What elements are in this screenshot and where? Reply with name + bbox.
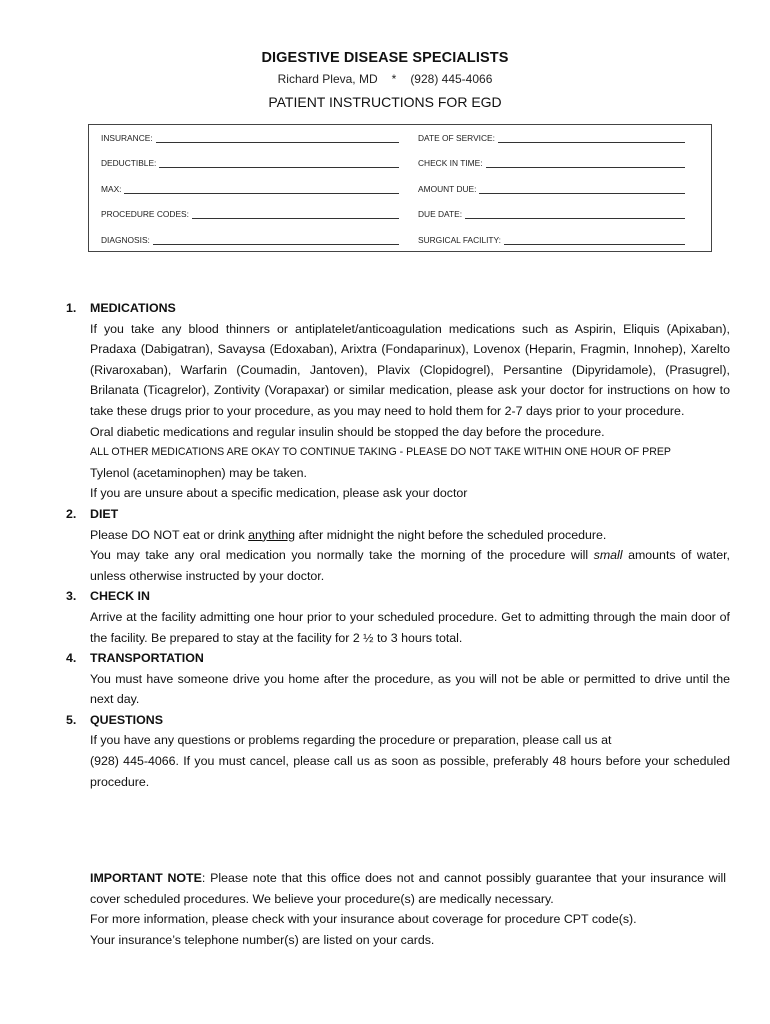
section-number: 5. [66,712,77,727]
transportation-text: You must have someone drive you home after the procedure, as you will not be able or permitted to drive until the next day. [90,671,730,707]
amount-due-field[interactable] [418,184,685,194]
phone-number: (928) 445-4066 [410,72,493,86]
section-number: 2. [66,506,77,521]
check-in-time-field[interactable] [418,158,685,168]
insurance-phone-text: Your insurance’s telephone number(s) are listed on your cards. [90,932,435,947]
procedure-codes-label: PROCEDURE CODES: [101,209,189,219]
deductible-field[interactable] [101,158,399,168]
diet-emphasis: anything [248,527,296,542]
diet-emphasis: small [593,548,623,563]
billing-form-box [88,124,712,252]
section-transportation [66,648,730,710]
insurance-coverage-text: For more information, please check with your insurance about coverage for procedure CPT code(s). [90,912,637,927]
section-number: 3. [66,589,77,604]
important-note-paragraph [90,868,726,909]
instructions-list [66,298,730,792]
due-date-line [465,210,685,219]
section-title: QUESTIONS [90,712,163,727]
check-in-text: Arrive at the facility admitting one hour prior to your scheduled procedure. Get to admitting through the main door of the facility. Be prepared to stay at the facility for 2 ½ to 3 hours total. [90,609,730,645]
date-of-service-line [498,134,685,143]
section-number: 4. [66,651,77,666]
max-line [124,185,399,194]
procedure-codes-line [192,210,399,219]
diet-text-part: Please DO NOT eat or drink [90,527,249,542]
deductible-line [159,159,399,168]
contact-line [0,72,770,86]
date-of-service-field[interactable] [418,133,685,143]
max-field[interactable] [101,184,399,194]
other-medications-notice: ALL OTHER MEDICATIONS ARE OKAY TO CONTINUE TAKING - PLEASE DO NOT TAKE WITHIN ONE HOUR OF PREP [90,446,671,459]
check-in-time-line [486,159,685,168]
doctor-name: Richard Pleva, MD [277,72,378,86]
surgical-facility-field[interactable] [418,235,685,245]
unsure-medication-text: If you are unsure about a specific medication, please ask your doctor [90,486,468,501]
procedure-codes-field[interactable] [101,209,399,219]
important-note [90,868,726,950]
diagnosis-line [153,236,399,245]
due-date-label: DUE DATE: [418,209,463,219]
amount-due-line [479,185,685,194]
separator: * [391,72,397,86]
section-title: DIET [90,506,119,521]
diagnosis-label: DIAGNOSIS: [101,235,150,245]
max-label: MAX: [101,184,122,194]
insurance-label: INSURANCE: [101,133,153,143]
medications-paragraph: If you take any blood thinners or antiplatelet/anticoagulation medications such as Aspirin, Eliquis (Apixaban), Pradaxa (Dabigatran), Savaysa (Edoxaban), Arixtra (Fondaparinux), Lovenox (Heparin, Fragmin, Innohep), Xarelto (Rivaroxaban), Warfarin (Coumadin, Jantoven), Plavix (Clopidogrel), Persantine (Dipyridamole), (Prasugrel), Brilanata (Ticagrelor), Zontivity (Vorapaxar) or similar medication, please ask your doctor for instructions on how to take these drugs prior to your procedure, as you may need to hold them for 2-7 days prior to your procedure. [90,321,730,418]
due-date-field[interactable] [418,209,685,219]
surgical-facility-label: SURGICAL FACILITY: [418,235,501,245]
deductible-label: DEDUCTIBLE: [101,158,157,168]
section-check-in [66,586,730,648]
insurance-line [156,134,399,143]
organization-name: DIGESTIVE DISEASE SPECIALISTS [261,50,509,66]
questions-phone-text: (928) 445-4066. If you must cancel, please call us as soon as possible, preferably 48 hours before your scheduled procedure. [90,754,730,789]
important-note-text: : Please note that this office does not and cannot possibly guarantee that your insurance will cover scheduled procedures. We believe your procedure(s) are medically necessary. [90,871,726,906]
document-title: PATIENT INSTRUCTIONS FOR EGD [268,94,502,110]
diet-oral-medication-text [90,545,730,586]
section-medications [66,298,730,504]
diet-text-part: You may take any oral medication you normally take the morning of the procedure will [90,548,594,563]
surgical-facility-line [504,236,685,245]
section-diet [66,504,730,586]
section-title: CHECK IN [90,589,150,604]
questions-text: If you have any questions or problems regarding the procedure or preparation, please call us at [90,733,612,748]
diet-text-part: amounts of water, unless otherwise instructed by your doctor. [90,548,730,583]
tylenol-text: Tylenol (acetaminophen) may be taken. [90,465,307,480]
section-number: 1. [66,301,77,315]
check-in-time-label: CHECK IN TIME: [418,158,483,168]
section-questions [66,710,730,792]
insurance-field[interactable] [101,133,399,143]
amount-due-label: AMOUNT DUE: [418,184,477,194]
important-note-label: IMPORTANT NOTE [90,871,202,885]
section-title: MEDICATIONS [90,301,176,315]
diabetic-medications-text: Oral diabetic medications and regular insulin should be stopped the day before the procedure. [90,424,605,439]
diet-no-food-text [90,525,730,546]
section-title: TRANSPORTATION [90,651,204,666]
diagnosis-field[interactable] [101,235,399,245]
diet-text-part: after midnight the night before the scheduled procedure. [295,527,607,542]
date-of-service-label: DATE OF SERVICE: [418,133,495,143]
